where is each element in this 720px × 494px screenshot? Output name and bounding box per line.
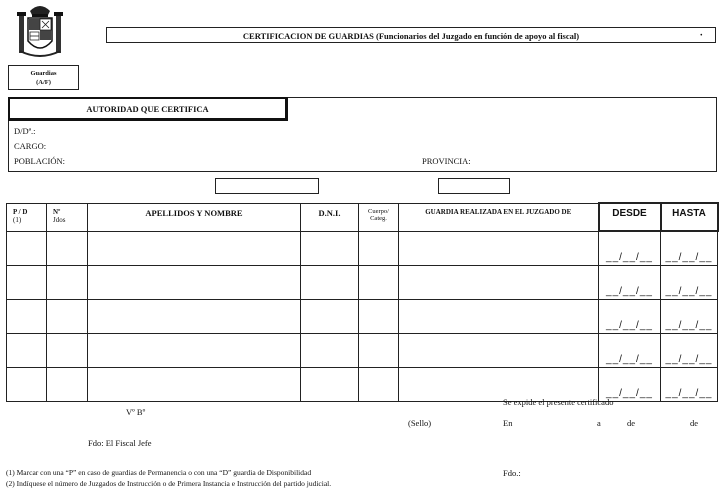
from-date-cell[interactable]: __/__/__ (599, 368, 661, 402)
from-date-cell[interactable]: __/__/__ (599, 231, 661, 266)
corps-cell[interactable] (359, 266, 399, 300)
type-cell[interactable] (7, 300, 47, 334)
seal-label: (Sello) (408, 418, 432, 428)
name-cell[interactable] (88, 368, 301, 402)
dni-cell[interactable] (301, 231, 359, 266)
name-cell[interactable] (88, 334, 301, 368)
dni-cell[interactable] (301, 300, 359, 334)
to-date-cell[interactable]: __/__/__ (661, 231, 718, 266)
chief-signature-label: Fdo: El Fiscal Jefe (88, 438, 152, 448)
town-input-box[interactable] (215, 178, 319, 194)
title-mark: · (699, 30, 703, 41)
courts-cell[interactable] (47, 266, 88, 300)
courts-cell[interactable] (47, 300, 88, 334)
col-court: GUARDIA REALIZADA EN EL JUZGADO DE (399, 203, 599, 231)
table-row (7, 334, 718, 368)
province-input-box[interactable] (438, 178, 510, 194)
authority-heading: AUTORIDAD QUE CERTIFICA (8, 97, 288, 121)
courts-cell[interactable] (47, 368, 88, 402)
name-cell[interactable] (88, 231, 301, 266)
col-courts: Nº Jdos (47, 203, 88, 231)
name-cell[interactable] (88, 266, 301, 300)
type-cell[interactable] (7, 266, 47, 300)
to-date-cell[interactable]: __/__/__ (661, 266, 718, 300)
type-cell[interactable] (7, 368, 47, 402)
corps-cell[interactable] (359, 368, 399, 402)
town-label: POBLACIÓN: (14, 156, 66, 166)
courts-cell[interactable] (47, 334, 88, 368)
name-cell[interactable] (88, 300, 301, 334)
position-label: CARGO: (14, 141, 47, 151)
name-label: D/Dª.: (14, 126, 36, 136)
court-cell[interactable] (399, 300, 599, 334)
month-label: de (627, 418, 636, 428)
corps-cell[interactable] (359, 300, 399, 334)
to-date-cell[interactable]: __/__/__ (661, 368, 718, 402)
to-date-cell[interactable]: __/__/__ (661, 334, 718, 368)
table-header-row (7, 203, 718, 231)
col-type: P / D (1) (7, 203, 47, 231)
courts-cell[interactable] (47, 231, 88, 266)
guards-table (6, 202, 719, 402)
day-label: a (597, 418, 601, 428)
table-row (7, 300, 718, 334)
court-cell[interactable] (399, 334, 599, 368)
col-corps: Cuerpo/ Categ. (359, 203, 399, 231)
vobo-label: Vº Bº (126, 407, 146, 417)
year-label: de (690, 418, 699, 428)
coat-of-arms-logo (14, 3, 66, 61)
col-dni: D.N.I. (301, 203, 359, 231)
corps-cell[interactable] (359, 231, 399, 266)
table-row (7, 266, 718, 300)
from-date-cell[interactable]: __/__/__ (599, 300, 661, 334)
form-code-box (8, 65, 79, 90)
issued-label: Se expide el presente certificado (503, 397, 614, 407)
table-row (7, 231, 718, 266)
form-title: CERTIFICACION DE GUARDIAS (Funcionarios del Juzgado en función de apoyo al fiscal) · (106, 27, 716, 43)
form-code-line1: Guardias (30, 70, 57, 77)
from-date-cell[interactable]: __/__/__ (599, 334, 661, 368)
corps-cell[interactable] (359, 334, 399, 368)
type-cell[interactable] (7, 231, 47, 266)
dni-cell[interactable] (301, 368, 359, 402)
dni-cell[interactable] (301, 266, 359, 300)
to-date-cell[interactable]: __/__/__ (661, 300, 718, 334)
form-code-line2: (A/F) (36, 79, 51, 86)
province-label: PROVINCIA: (422, 156, 471, 166)
from-date-cell[interactable]: __/__/__ (599, 266, 661, 300)
col-name: APELLIDOS Y NOMBRE (88, 203, 301, 231)
dni-cell[interactable] (301, 334, 359, 368)
place-label: En (503, 418, 513, 428)
footnote-2: (2) Indíquese el número de Juzgados de Instrucción o de Primera Instancia e Instrucción del partido judicial. (6, 479, 332, 488)
footnote-1: (1) Marcar con una “P” en caso de guardias de Permanencia o con una “D” guardia de Disponibilidad (6, 468, 312, 477)
court-cell[interactable] (399, 266, 599, 300)
type-cell[interactable] (7, 334, 47, 368)
col-to: HASTA (661, 203, 718, 231)
court-cell[interactable] (399, 231, 599, 266)
signature-label: Fdo.: (503, 468, 521, 478)
col-from: DESDE (599, 203, 661, 231)
